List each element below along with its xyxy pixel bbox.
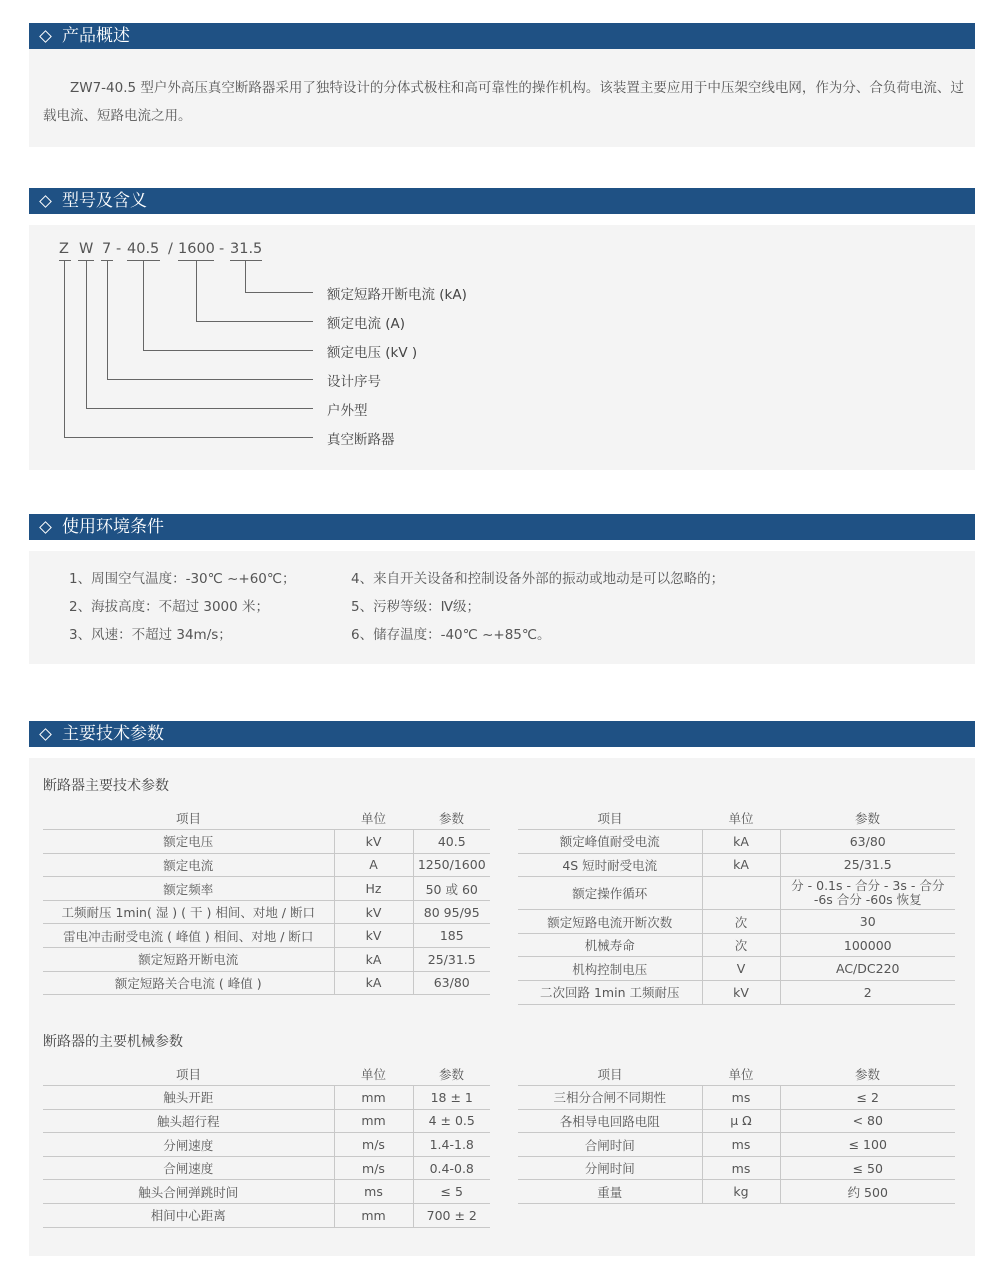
item-cell: 雷电冲击耐受电流 ( 峰值 ) 相间、对地 / 断口 (43, 924, 334, 948)
column-header: 项目 (518, 806, 702, 830)
section-header-model (29, 188, 975, 214)
mechanical-params-table-right (518, 1062, 955, 1204)
mechanical-params-table-left (43, 1062, 490, 1228)
table-row (518, 1086, 955, 1110)
model-code-z: Z (59, 241, 69, 257)
value-cell: 18 ± 1 (413, 1086, 490, 1110)
unit-cell: 次 (702, 933, 780, 957)
value-cell: 700 ± 2 (413, 1204, 490, 1228)
model-label: 设计序号 (327, 374, 381, 390)
connector-line (107, 260, 108, 379)
value-cell: ≤ 5 (413, 1180, 490, 1204)
diamond-icon (39, 30, 52, 43)
environment-item: 5、污秽等级：Ⅳ级； (351, 599, 481, 615)
unit-cell: kA (702, 853, 780, 877)
table-row (518, 1133, 955, 1157)
item-cell: 额定频率 (43, 877, 334, 901)
unit-cell: V (702, 957, 780, 981)
model-label: 户外型 (327, 403, 368, 419)
connector-line (143, 260, 144, 350)
table-row (518, 1156, 955, 1180)
value-cell: 25/31.5 (780, 853, 955, 877)
unit-cell: kA (702, 830, 780, 854)
item-cell: 相间中心距离 (43, 1204, 334, 1228)
connector-line (143, 350, 313, 351)
unit-cell: Hz (334, 877, 413, 901)
table-header-row (43, 806, 490, 830)
column-header: 单位 (702, 806, 780, 830)
environment-item: 4、来自开关设备和控制设备外部的振动或地动是可以忽略的； (351, 571, 725, 587)
model-code-kv: 40.5 (127, 241, 160, 257)
table-row (518, 910, 955, 934)
electrical-params-table-right (518, 806, 955, 1005)
connector-line (86, 260, 87, 408)
item-cell: 触头超行程 (43, 1109, 334, 1133)
section-title: 产品概述 (62, 26, 130, 46)
item-cell: 4S 短时耐受电流 (518, 853, 702, 877)
table-row (518, 957, 955, 981)
column-header: 项目 (43, 1062, 334, 1086)
table-row (43, 924, 490, 948)
item-cell: 分闸时间 (518, 1156, 702, 1180)
model-panel (29, 225, 975, 470)
connector-line (64, 437, 313, 438)
column-header: 参数 (413, 806, 490, 830)
environment-item: 2、海拔高度：不超过 3000 米； (69, 599, 270, 615)
table-header-row (518, 1062, 955, 1086)
column-header: 项目 (43, 806, 334, 830)
section-header-params (29, 721, 975, 747)
table-row (43, 877, 490, 901)
diamond-icon (39, 728, 52, 741)
table-row (43, 971, 490, 995)
value-cell: 1250/1600 (413, 853, 490, 877)
table-row (518, 877, 955, 910)
unit-cell: kA (334, 948, 413, 972)
item-cell: 额定峰值耐受电流 (518, 830, 702, 854)
table-row (518, 1180, 955, 1204)
table-row (43, 853, 490, 877)
value-cell: AC/DC220 (780, 957, 955, 981)
column-header: 参数 (780, 1062, 955, 1086)
value-cell: 2 (780, 981, 955, 1005)
table-row (518, 981, 955, 1005)
table-row (518, 853, 955, 877)
table-row (43, 830, 490, 854)
table-row (43, 1180, 490, 1204)
unit-cell: kV (702, 981, 780, 1005)
connector-line (245, 260, 246, 292)
model-code-seq: 7 (102, 241, 112, 257)
unit-cell: ms (334, 1180, 413, 1204)
table-row (43, 900, 490, 924)
value-cell: 63/80 (413, 971, 490, 995)
unit-cell: kV (334, 830, 413, 854)
section-title: 型号及含义 (62, 191, 147, 211)
value-cell: 约 500 (780, 1180, 955, 1204)
table-row (43, 1204, 490, 1228)
value-cell: 50 或 60 (413, 877, 490, 901)
section-title: 主要技术参数 (62, 724, 164, 744)
model-label: 额定电压 (kV ) (327, 345, 418, 361)
model-code-dash: - (219, 241, 225, 257)
item-cell: 触头合闸弹跳时间 (43, 1180, 334, 1204)
item-cell: 额定操作循环 (518, 877, 702, 910)
table-row (43, 1156, 490, 1180)
section-header-overview (29, 23, 975, 49)
column-header: 参数 (413, 1062, 490, 1086)
section-title: 使用环境条件 (62, 517, 164, 537)
item-cell: 各相导电回路电阻 (518, 1109, 702, 1133)
value-cell: 分 - 0.1s - 合分 - 3s - 合分 -6s 合分 -60s 恢复 (780, 877, 955, 910)
electrical-params-title: 断路器主要技术参数 (43, 778, 169, 794)
unit-cell: kA (334, 971, 413, 995)
overview-text: ZW7-40.5 型户外高压真空断路器采用了独特设计的分体式极柱和高可靠性的操作机构。该装置主要应用于中压架空线电网，作为分、合负荷电流、过载电流、短路电流之用。 (43, 80, 964, 124)
value-cell: 0.4-0.8 (413, 1156, 490, 1180)
model-code-slash: / (168, 241, 173, 257)
item-cell: 额定短路开断电流 (43, 948, 334, 972)
connector-line (245, 292, 313, 293)
column-header: 单位 (334, 806, 413, 830)
unit-cell: kV (334, 924, 413, 948)
model-code-amp: 1600 (178, 241, 215, 257)
column-header: 项目 (518, 1062, 702, 1086)
item-cell: 额定电流 (43, 853, 334, 877)
item-cell: 合闸时间 (518, 1133, 702, 1157)
item-cell: 机构控制电压 (518, 957, 702, 981)
table-row (43, 1086, 490, 1110)
column-header: 单位 (702, 1062, 780, 1086)
unit-cell: ms (702, 1086, 780, 1110)
value-cell: ≤ 2 (780, 1086, 955, 1110)
unit-cell: ms (702, 1156, 780, 1180)
model-label: 真空断路器 (327, 432, 395, 448)
table-header-row (518, 806, 955, 830)
value-cell: 30 (780, 910, 955, 934)
mechanical-params-title: 断路器的主要机械参数 (43, 1034, 183, 1050)
item-cell: 工频耐压 1min( 湿 ) ( 干 ) 相间、对地 / 断口 (43, 900, 334, 924)
item-cell: 触头开距 (43, 1086, 334, 1110)
item-cell: 额定短路电流开断次数 (518, 910, 702, 934)
model-code-dash: - (116, 241, 122, 257)
item-cell: 三相分合闸不同期性 (518, 1086, 702, 1110)
column-header: 参数 (780, 806, 955, 830)
environment-item: 1、周围空气温度：-30℃ ~+60℃； (69, 571, 296, 587)
connector-line (196, 260, 197, 321)
table-row (43, 948, 490, 972)
table-header-row (43, 1062, 490, 1086)
diamond-icon (39, 521, 52, 534)
table-row (43, 1109, 490, 1133)
value-cell: 25/31.5 (413, 948, 490, 972)
item-cell: 合闸速度 (43, 1156, 334, 1180)
unit-cell: mm (334, 1109, 413, 1133)
unit-cell (702, 877, 780, 910)
unit-cell: mm (334, 1204, 413, 1228)
unit-cell: kg (702, 1180, 780, 1204)
value-cell: ≤ 100 (780, 1133, 955, 1157)
value-cell: 185 (413, 924, 490, 948)
section-header-environment (29, 514, 975, 540)
value-cell: 63/80 (780, 830, 955, 854)
table-row (518, 933, 955, 957)
unit-cell: ms (702, 1133, 780, 1157)
unit-cell: kV (334, 900, 413, 924)
value-cell: 80 95/95 (413, 900, 490, 924)
item-cell: 二次回路 1min 工频耐压 (518, 981, 702, 1005)
value-cell: < 80 (780, 1109, 955, 1133)
item-cell: 分闸速度 (43, 1133, 334, 1157)
environment-item: 6、储存温度：-40℃ ~+85℃。 (351, 627, 551, 643)
column-header: 单位 (334, 1062, 413, 1086)
connector-line (107, 379, 313, 380)
model-label: 额定电流 (A) (327, 316, 406, 332)
unit-cell: 次 (702, 910, 780, 934)
value-cell: 4 ± 0.5 (413, 1109, 490, 1133)
unit-cell: μ Ω (702, 1109, 780, 1133)
table-row (518, 1109, 955, 1133)
value-cell: ≤ 50 (780, 1156, 955, 1180)
underline-ka (230, 260, 262, 261)
environment-item: 3、风速：不超过 34m/s； (69, 627, 232, 643)
item-cell: 重量 (518, 1180, 702, 1204)
connector-line (86, 408, 313, 409)
underline-z (59, 260, 71, 261)
value-cell: 1.4-1.8 (413, 1133, 490, 1157)
unit-cell: mm (334, 1086, 413, 1110)
table-row (43, 1133, 490, 1157)
value-cell: 100000 (780, 933, 955, 957)
value-cell: 40.5 (413, 830, 490, 854)
model-label: 额定短路开断电流 (kA) (327, 287, 467, 303)
unit-cell: A (334, 853, 413, 877)
connector-line (64, 260, 65, 437)
item-cell: 额定电压 (43, 830, 334, 854)
electrical-params-table-left (43, 806, 490, 995)
connector-line (196, 321, 313, 322)
item-cell: 机械寿命 (518, 933, 702, 957)
unit-cell: m/s (334, 1156, 413, 1180)
model-code-w: W (79, 241, 94, 257)
item-cell: 额定短路关合电流 ( 峰值 ) (43, 971, 334, 995)
diamond-icon (39, 195, 52, 208)
table-row (518, 830, 955, 854)
unit-cell: m/s (334, 1133, 413, 1157)
model-code-ka: 31.5 (230, 241, 263, 257)
